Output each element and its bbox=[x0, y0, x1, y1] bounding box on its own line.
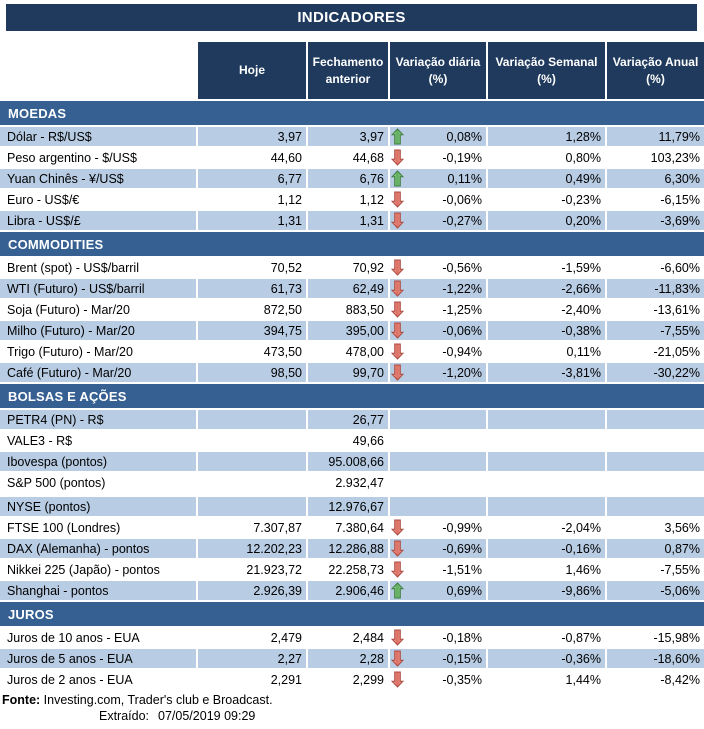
cell-variacao-semanal: 0,20% bbox=[488, 211, 605, 230]
section-header bbox=[0, 602, 704, 626]
trend-arrow-slot bbox=[391, 301, 405, 319]
cell-variacao-semanal: 0,49% bbox=[488, 169, 605, 188]
table-row bbox=[0, 363, 704, 382]
cell-variacao-semanal: -0,23% bbox=[561, 192, 601, 207]
footer-source-line bbox=[2, 693, 704, 707]
arrow-down-icon bbox=[391, 301, 404, 318]
arrow-down-icon bbox=[391, 343, 404, 360]
row-label: Juros de 2 anos - EUA bbox=[7, 672, 133, 687]
table-row bbox=[0, 670, 704, 689]
column-header-variacao-anual: Variação Anual (%) bbox=[607, 42, 704, 99]
trend-arrow-slot bbox=[391, 650, 405, 668]
variacao-diaria-value: -0,06% bbox=[442, 323, 482, 338]
cell-variacao-diaria bbox=[390, 342, 486, 361]
cell-variacao-semanal: -3,81% bbox=[488, 363, 605, 382]
cell-variacao-anual: -30,22% bbox=[607, 363, 704, 382]
variacao-diaria-value: -0,56% bbox=[442, 260, 482, 275]
cell-variacao-semanal: -0,16% bbox=[488, 539, 605, 558]
cell-variacao-diaria bbox=[390, 497, 486, 516]
cell-variacao-semanal: -0,38% bbox=[488, 321, 605, 340]
cell-fechamento-anterior: 44,68 bbox=[352, 150, 384, 165]
trend-arrow-slot bbox=[391, 149, 405, 167]
row-label-cell bbox=[0, 581, 196, 600]
trend-arrow-slot bbox=[391, 280, 405, 298]
arrow-down-icon bbox=[391, 149, 404, 166]
variacao-diaria-value: 0,08% bbox=[446, 129, 482, 144]
trend-arrow-slot bbox=[391, 432, 405, 450]
cell-fechamento-anterior: 95.008,66 bbox=[308, 452, 388, 471]
trend-arrow-slot bbox=[391, 629, 405, 647]
cell-fechamento-anterior: 12.286,88 bbox=[308, 539, 388, 558]
cell-variacao-diaria bbox=[390, 300, 486, 319]
cell-hoje: 21.923,72 bbox=[246, 562, 302, 577]
page-title: INDICADORES bbox=[6, 4, 697, 31]
cell-hoje: 7.307,87 bbox=[253, 520, 302, 535]
cell-variacao-diaria bbox=[390, 148, 486, 167]
cell-variacao-semanal: -1,59% bbox=[561, 260, 601, 275]
cell-hoje: 2.926,39 bbox=[198, 581, 306, 600]
cell-variacao-anual bbox=[607, 497, 704, 516]
table-row bbox=[0, 452, 704, 471]
cell-variacao-diaria bbox=[390, 560, 486, 579]
cell-variacao-semanal: -0,36% bbox=[488, 649, 605, 668]
cell-variacao-anual: -18,60% bbox=[607, 649, 704, 668]
cell-hoje: 1,12 bbox=[277, 192, 302, 207]
trend-arrow-slot bbox=[391, 170, 405, 188]
variacao-diaria-value: -1,51% bbox=[442, 562, 482, 577]
cell-variacao-semanal bbox=[488, 452, 605, 471]
section-label: JUROS bbox=[8, 606, 54, 622]
row-label-cell bbox=[0, 410, 196, 429]
footer-extracted-line bbox=[2, 709, 704, 723]
row-label: WTI (Futuro) - US$/barril bbox=[7, 281, 145, 296]
arrow-down-icon bbox=[391, 671, 404, 688]
variacao-diaria-value: -0,18% bbox=[442, 630, 482, 645]
cell-fechamento-anterior: 1,12 bbox=[359, 192, 384, 207]
variacao-diaria-value: -0,69% bbox=[442, 541, 482, 556]
cell-variacao-diaria bbox=[390, 258, 486, 277]
cell-fechamento-anterior: 2,28 bbox=[308, 649, 388, 668]
cell-variacao-anual: -7,55% bbox=[607, 321, 704, 340]
row-label: Juros de 5 anos - EUA bbox=[7, 651, 133, 666]
cell-hoje: 2,27 bbox=[198, 649, 306, 668]
table-row bbox=[0, 148, 704, 167]
row-label: Milho (Futuro) - Mar/20 bbox=[7, 323, 135, 338]
row-label: PETR4 (PN) - R$ bbox=[7, 412, 104, 427]
table-row bbox=[0, 560, 704, 579]
cell-fechamento-anterior: 22.258,73 bbox=[328, 562, 384, 577]
cell-fechamento-anterior: 62,49 bbox=[308, 279, 388, 298]
cell-hoje: 98,50 bbox=[198, 363, 306, 382]
table-row bbox=[0, 497, 704, 516]
cell-variacao-semanal: -2,04% bbox=[561, 520, 601, 535]
cell-hoje: 2,291 bbox=[270, 672, 302, 687]
trend-arrow-slot bbox=[391, 498, 405, 516]
trend-arrow-slot bbox=[391, 519, 405, 537]
row-label: Soja (Futuro) - Mar/20 bbox=[7, 302, 130, 317]
cell-variacao-semanal: 1,46% bbox=[565, 562, 601, 577]
cell-fechamento-anterior: 2,484 bbox=[352, 630, 384, 645]
row-label-cell bbox=[0, 363, 196, 382]
table-row bbox=[0, 321, 704, 340]
arrow-down-icon bbox=[391, 650, 404, 667]
table-row bbox=[0, 279, 704, 298]
cell-hoje: 61,73 bbox=[198, 279, 306, 298]
table-row bbox=[0, 342, 704, 361]
cell-variacao-anual: -7,55% bbox=[660, 562, 700, 577]
row-label-cell bbox=[0, 628, 196, 647]
cell-fechamento-anterior: 99,70 bbox=[308, 363, 388, 382]
cell-hoje: 394,75 bbox=[198, 321, 306, 340]
column-header-variacao-semanal: Variação Semanal (%) bbox=[488, 42, 605, 99]
cell-variacao-diaria bbox=[390, 670, 486, 689]
cell-hoje: 2,479 bbox=[270, 630, 302, 645]
trend-arrow-slot bbox=[391, 322, 405, 340]
trend-arrow-slot bbox=[391, 453, 405, 471]
cell-variacao-diaria bbox=[390, 649, 486, 668]
cell-variacao-semanal: 1,44% bbox=[565, 672, 601, 687]
table-row bbox=[0, 628, 704, 647]
source-label: Fonte: bbox=[2, 693, 41, 707]
section-header bbox=[0, 101, 704, 125]
cell-variacao-semanal bbox=[488, 497, 605, 516]
cell-hoje: 12.202,23 bbox=[198, 539, 306, 558]
cell-fechamento-anterior: 12.976,67 bbox=[308, 497, 388, 516]
row-label-cell bbox=[0, 148, 196, 167]
row-label-cell bbox=[0, 560, 196, 579]
variacao-diaria-value: -0,35% bbox=[442, 672, 482, 687]
row-label-cell bbox=[0, 431, 196, 450]
trend-arrow-slot bbox=[391, 411, 405, 429]
indicators-table bbox=[0, 101, 704, 689]
trend-arrow-slot bbox=[391, 671, 405, 689]
variacao-diaria-value: -0,27% bbox=[442, 213, 482, 228]
section-header bbox=[0, 232, 704, 256]
arrow-down-icon bbox=[391, 364, 404, 381]
row-label: Brent (spot) - US$/barril bbox=[7, 260, 139, 275]
cell-variacao-anual bbox=[607, 431, 704, 450]
cell-variacao-anual: -5,06% bbox=[607, 581, 704, 600]
cell-variacao-anual: -3,69% bbox=[607, 211, 704, 230]
row-label: NYSE (pontos) bbox=[7, 499, 91, 514]
arrow-down-icon bbox=[391, 212, 404, 229]
cell-fechamento-anterior: 7.380,64 bbox=[335, 520, 384, 535]
cell-variacao-diaria bbox=[390, 431, 486, 450]
row-label: Yuan Chinês - ¥/US$ bbox=[7, 171, 124, 186]
cell-variacao-semanal: -2,66% bbox=[488, 279, 605, 298]
cell-variacao-anual: 0,87% bbox=[607, 539, 704, 558]
row-label: DAX (Alemanha) - pontos bbox=[7, 541, 150, 556]
row-label-cell bbox=[0, 258, 196, 277]
variacao-diaria-value: 0,11% bbox=[447, 171, 482, 186]
cell-variacao-diaria bbox=[390, 279, 486, 298]
extracted-label: Extraído: bbox=[99, 709, 150, 723]
cell-variacao-diaria bbox=[390, 473, 486, 492]
trend-arrow-slot bbox=[391, 474, 405, 492]
cell-variacao-diaria bbox=[390, 628, 486, 647]
variacao-diaria-value: -1,22% bbox=[442, 281, 482, 296]
cell-hoje bbox=[198, 410, 306, 429]
cell-variacao-anual bbox=[607, 452, 704, 471]
row-label-cell bbox=[0, 127, 196, 146]
cell-fechamento-anterior: 3,97 bbox=[308, 127, 388, 146]
cell-variacao-diaria bbox=[390, 321, 486, 340]
table-row bbox=[0, 431, 704, 450]
variacao-diaria-value: -1,20% bbox=[442, 365, 482, 380]
variacao-diaria-value: -0,19% bbox=[442, 150, 482, 165]
table-row bbox=[0, 127, 704, 146]
cell-variacao-diaria bbox=[390, 410, 486, 429]
variacao-diaria-value: -0,15% bbox=[442, 651, 482, 666]
cell-variacao-semanal bbox=[488, 473, 605, 492]
cell-hoje bbox=[198, 497, 306, 516]
trend-arrow-slot bbox=[391, 128, 405, 146]
variacao-diaria-value: -0,94% bbox=[442, 344, 482, 359]
trend-arrow-slot bbox=[391, 364, 405, 382]
table-row bbox=[0, 649, 704, 668]
cell-fechamento-anterior: 395,00 bbox=[308, 321, 388, 340]
arrow-down-icon bbox=[391, 629, 404, 646]
cell-hoje: 70,52 bbox=[270, 260, 302, 275]
trend-arrow-slot bbox=[391, 343, 405, 361]
cell-variacao-anual: 103,23% bbox=[650, 150, 700, 165]
arrow-down-icon bbox=[391, 561, 404, 578]
row-label-cell bbox=[0, 670, 196, 689]
section-label: COMMODITIES bbox=[8, 236, 104, 252]
table-row bbox=[0, 258, 704, 277]
header-spacer bbox=[0, 42, 196, 99]
arrow-up-icon bbox=[391, 128, 404, 145]
cell-fechamento-anterior: 883,50 bbox=[345, 302, 384, 317]
section-label: BOLSAS E AÇÕES bbox=[8, 388, 127, 404]
arrow-up-icon bbox=[391, 582, 404, 599]
cell-variacao-anual: 6,30% bbox=[607, 169, 704, 188]
cell-variacao-semanal bbox=[488, 410, 605, 429]
trend-arrow-slot bbox=[391, 212, 405, 230]
cell-variacao-anual: -8,42% bbox=[660, 672, 700, 687]
cell-variacao-anual: -6,15% bbox=[660, 192, 700, 207]
row-label: Café (Futuro) - Mar/20 bbox=[7, 365, 132, 380]
arrow-down-icon bbox=[391, 259, 404, 276]
variacao-diaria-value: -1,25% bbox=[442, 302, 482, 317]
table-column-headers bbox=[0, 42, 704, 99]
row-label-cell bbox=[0, 190, 196, 209]
row-label: VALE3 - R$ bbox=[7, 433, 73, 448]
row-label-cell bbox=[0, 279, 196, 298]
cell-hoje bbox=[198, 452, 306, 471]
table-row bbox=[0, 410, 704, 429]
cell-variacao-anual bbox=[607, 410, 704, 429]
arrow-down-icon bbox=[391, 540, 404, 557]
trend-arrow-slot bbox=[391, 259, 405, 277]
row-label: Juros de 10 anos - EUA bbox=[7, 630, 140, 645]
trend-arrow-slot bbox=[391, 191, 405, 209]
row-label-cell bbox=[0, 473, 196, 492]
row-label: Ibovespa (pontos) bbox=[7, 454, 108, 469]
cell-variacao-diaria bbox=[390, 211, 486, 230]
table-row bbox=[0, 581, 704, 600]
row-label-cell bbox=[0, 342, 196, 361]
row-label: Peso argentino - $/US$ bbox=[7, 150, 137, 165]
footer bbox=[0, 693, 704, 723]
cell-variacao-semanal: 0,80% bbox=[565, 150, 601, 165]
table-row bbox=[0, 211, 704, 230]
row-label-cell bbox=[0, 649, 196, 668]
arrow-down-icon bbox=[391, 322, 404, 339]
cell-hoje: 3,97 bbox=[198, 127, 306, 146]
arrow-down-icon bbox=[391, 191, 404, 208]
cell-variacao-anual: -11,83% bbox=[607, 279, 704, 298]
cell-variacao-diaria bbox=[390, 190, 486, 209]
row-label-cell bbox=[0, 518, 196, 537]
cell-fechamento-anterior: 70,92 bbox=[352, 260, 384, 275]
cell-variacao-anual: -21,05% bbox=[653, 344, 700, 359]
row-label: Shanghai - pontos bbox=[7, 583, 109, 598]
table-row bbox=[0, 300, 704, 319]
row-label-cell bbox=[0, 169, 196, 188]
cell-variacao-diaria bbox=[390, 539, 486, 558]
variacao-diaria-value: -0,99% bbox=[442, 520, 482, 535]
row-label-cell bbox=[0, 452, 196, 471]
cell-fechamento-anterior: 2.932,47 bbox=[335, 475, 384, 490]
trend-arrow-slot bbox=[391, 582, 405, 600]
cell-fechamento-anterior: 6,76 bbox=[308, 169, 388, 188]
variacao-diaria-value: -0,06% bbox=[442, 192, 482, 207]
cell-hoje bbox=[198, 431, 306, 450]
cell-variacao-semanal: -0,87% bbox=[561, 630, 601, 645]
table-row bbox=[0, 190, 704, 209]
cell-fechamento-anterior: 478,00 bbox=[345, 344, 384, 359]
cell-variacao-anual bbox=[607, 473, 704, 492]
arrow-down-icon bbox=[391, 519, 404, 536]
cell-variacao-semanal: 1,28% bbox=[488, 127, 605, 146]
cell-variacao-semanal: -2,40% bbox=[561, 302, 601, 317]
row-label: Libra - US$/£ bbox=[7, 213, 81, 228]
cell-variacao-anual: 11,79% bbox=[607, 127, 704, 146]
cell-variacao-diaria bbox=[390, 518, 486, 537]
cell-variacao-anual: 3,56% bbox=[664, 520, 700, 535]
cell-variacao-semanal bbox=[488, 431, 605, 450]
row-label-cell bbox=[0, 300, 196, 319]
cell-fechamento-anterior: 2,299 bbox=[352, 672, 384, 687]
cell-hoje: 473,50 bbox=[263, 344, 302, 359]
table-row bbox=[0, 473, 704, 492]
cell-hoje: 872,50 bbox=[263, 302, 302, 317]
column-header-fechamento-anterior: Fechamento anterior bbox=[308, 42, 388, 99]
column-header-hoje: Hoje bbox=[198, 42, 306, 99]
table-row bbox=[0, 539, 704, 558]
column-header-variacao-diaria: Variação diária (%) bbox=[390, 42, 486, 99]
cell-variacao-anual: -13,61% bbox=[653, 302, 700, 317]
cell-variacao-semanal: -9,86% bbox=[488, 581, 605, 600]
row-label: Dólar - R$/US$ bbox=[7, 129, 92, 144]
table-row bbox=[0, 518, 704, 537]
cell-hoje bbox=[198, 473, 306, 492]
row-label: S&P 500 (pontos) bbox=[7, 475, 106, 490]
cell-variacao-diaria bbox=[390, 363, 486, 382]
table-row bbox=[0, 169, 704, 188]
cell-variacao-semanal: 0,11% bbox=[566, 344, 601, 359]
arrow-down-icon bbox=[391, 280, 404, 297]
cell-variacao-diaria bbox=[390, 581, 486, 600]
variacao-diaria-value: 0,69% bbox=[446, 583, 482, 598]
row-label-cell bbox=[0, 497, 196, 516]
trend-arrow-slot bbox=[391, 561, 405, 579]
trend-arrow-slot bbox=[391, 540, 405, 558]
cell-variacao-diaria bbox=[390, 452, 486, 471]
cell-fechamento-anterior: 2.906,46 bbox=[308, 581, 388, 600]
arrow-up-icon bbox=[391, 170, 404, 187]
row-label: FTSE 100 (Londres) bbox=[7, 520, 121, 535]
row-label-cell bbox=[0, 211, 196, 230]
cell-fechamento-anterior: 1,31 bbox=[308, 211, 388, 230]
section-header bbox=[0, 384, 704, 408]
row-label: Nikkei 225 (Japão) - pontos bbox=[7, 562, 160, 577]
cell-hoje: 44,60 bbox=[270, 150, 302, 165]
cell-fechamento-anterior: 26,77 bbox=[308, 410, 388, 429]
row-label-cell bbox=[0, 539, 196, 558]
cell-hoje: 6,77 bbox=[198, 169, 306, 188]
section-label: MOEDAS bbox=[8, 105, 67, 121]
cell-variacao-anual: -6,60% bbox=[660, 260, 700, 275]
cell-hoje: 1,31 bbox=[198, 211, 306, 230]
cell-fechamento-anterior: 49,66 bbox=[352, 433, 384, 448]
source-text: Investing.com, Trader's club e Broadcast. bbox=[40, 693, 273, 707]
row-label: Trigo (Futuro) - Mar/20 bbox=[7, 344, 133, 359]
cell-variacao-diaria bbox=[390, 169, 486, 188]
row-label-cell bbox=[0, 321, 196, 340]
cell-variacao-diaria bbox=[390, 127, 486, 146]
row-label: Euro - US$/€ bbox=[7, 192, 80, 207]
extracted-timestamp: 07/05/2019 09:29 bbox=[158, 709, 256, 723]
cell-variacao-anual: -15,98% bbox=[653, 630, 700, 645]
